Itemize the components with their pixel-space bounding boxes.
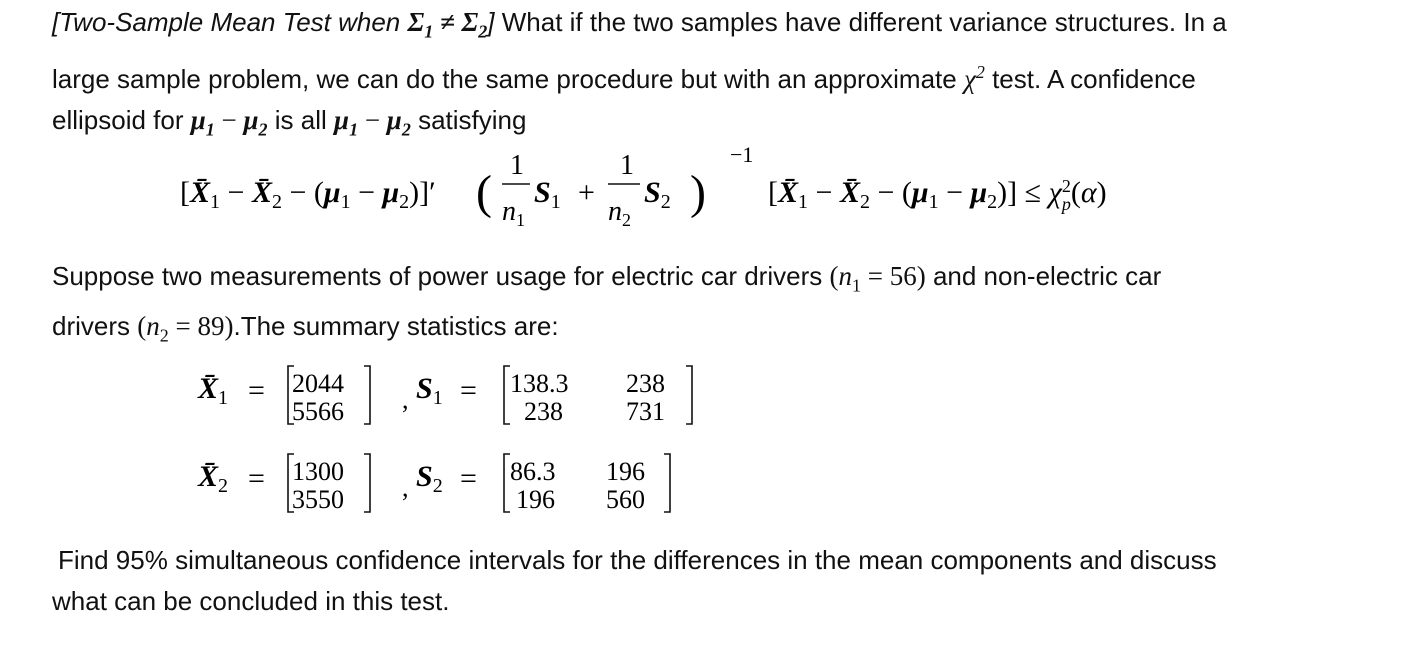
intro-heading: [Two-Sample Mean Test when — [52, 7, 401, 37]
x1-bracket-right — [364, 366, 370, 424]
intro-paragraph — [52, 2, 1382, 151]
s2-cell-22: 560 — [606, 485, 645, 514]
intro-line-2-end: test. A confidence — [992, 64, 1196, 95]
formula-left-bracket: [$X̄_1$ − $X̄_2 - (\mu_1 - \mu_2)]'$ — [180, 176, 436, 213]
setup-line-1 — [52, 256, 1382, 306]
s1-cell-21: 238 — [524, 397, 563, 426]
intro-line-1 — [52, 2, 1382, 52]
setup-paragraph — [52, 256, 1382, 357]
s1-equals: = — [460, 374, 477, 407]
mu-difference-2: $\mu_1 - \mu_2$ — [334, 105, 411, 140]
formula-right-side: [$X̄_1$ − $X̄_2 - (\mu_1 - \mu_2)] \le \chi^2$ p(α) — [768, 176, 1107, 214]
x2-bracket-right — [364, 454, 370, 512]
right-paren: ) — [690, 166, 706, 219]
ellipsoid-formula — [0, 140, 1424, 240]
s1-term: $S_1$ — [534, 176, 561, 213]
setup-line-1-a: Suppose two measurements of power usage for electric car drivers — [52, 261, 823, 291]
comma-2: , — [402, 473, 409, 502]
left-paren: ( — [476, 166, 492, 219]
s1-label: $S_1$ — [416, 372, 443, 409]
s2-cell-11: 86.3 — [510, 457, 556, 486]
intro-line-3-c: satisfying — [418, 105, 527, 136]
s1-bracket-right — [686, 366, 692, 424]
intro-heading-end: ] — [487, 7, 495, 37]
question-paragraph — [52, 540, 1388, 622]
intro-line-1-rest: What if the two samples have different variance structures. In a — [501, 7, 1227, 37]
s1-cell-12: 238 — [626, 369, 665, 398]
question-line-2: what can be concluded in this test. — [52, 586, 450, 616]
x2-value-1: 1300 — [292, 457, 344, 486]
chi-square-symbol: $\chi^2$ — [963, 62, 985, 95]
frac1-denominator: $n_1$ — [502, 196, 525, 230]
s2-term: $S_2$ — [644, 176, 671, 213]
s1-cell-11: 138.3 — [510, 369, 569, 398]
n2-expression: $(n_2 = 89)$ — [137, 311, 234, 346]
frac2-denominator: $n_2$ — [608, 196, 631, 230]
setup-line-2-b: .The summary statistics are: — [233, 311, 559, 342]
x1-bar-label: $X̄_1$ — [198, 372, 229, 409]
n1-value: 56 — [889, 261, 917, 291]
x2-value-2: 3550 — [292, 485, 344, 514]
summary-statistics — [190, 352, 990, 532]
s2-bracket-right — [664, 454, 670, 512]
intro-line-3-a: ellipsoid for — [52, 105, 184, 136]
intro-line-2 — [52, 52, 1382, 100]
x2-bar-label: $X̄_2$ — [198, 460, 229, 497]
frac1-numerator: 1 — [510, 150, 524, 181]
mu-difference-1: $\mu_1 - \mu_2$ — [190, 105, 268, 140]
inverse-exponent: −1 — [730, 142, 754, 167]
n1-expression: $(n_1 = 56)$ — [829, 261, 926, 296]
sigma-inequality: $\Sigma_1 \ne \Sigma_2$ — [407, 7, 488, 42]
s2-equals: = — [460, 462, 477, 495]
question-line-1: Find 95% simultaneous confidence intervals for the differences in the mean components and discuss — [58, 545, 1217, 575]
setup-line-2 — [52, 306, 1382, 356]
s1-cell-22: 731 — [626, 397, 665, 426]
setup-line-2-a: drivers — [52, 311, 131, 342]
s2-cell-12: 196 — [606, 457, 645, 486]
intro-line-2-text: large sample problem, we can do the same procedure but with an approximate — [52, 64, 957, 95]
x1-equals: = — [248, 374, 265, 407]
plus-sign: + — [578, 176, 595, 209]
s2-label: $S_2$ — [416, 460, 443, 497]
setup-line-1-b: and non-electric car — [932, 261, 1162, 291]
frac2-numerator: 1 — [620, 150, 634, 181]
n2-value: 89 — [197, 311, 225, 342]
x1-value-2: 5566 — [292, 397, 344, 426]
s2-cell-21: 196 — [516, 485, 555, 514]
x1-value-1: 2044 — [292, 369, 344, 398]
intro-line-3-b: is all — [274, 105, 327, 136]
x2-equals: = — [248, 462, 265, 495]
comma-1: , — [402, 385, 409, 414]
